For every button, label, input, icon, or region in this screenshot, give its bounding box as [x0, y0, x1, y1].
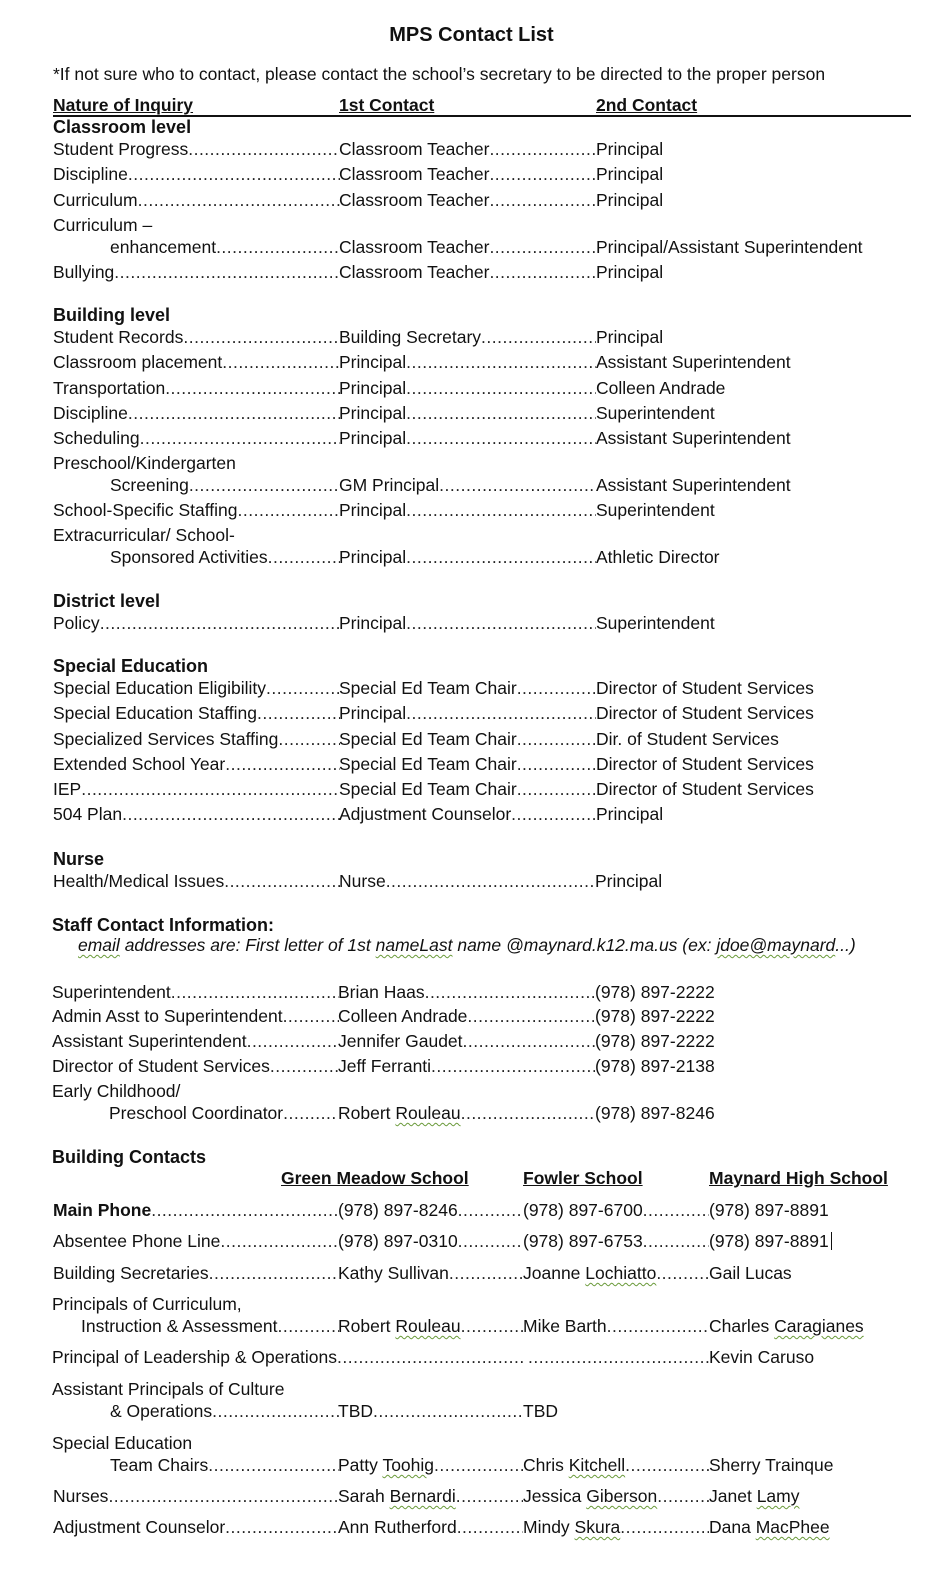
fowler-value: Joanne Lochiatto [523, 1263, 657, 1283]
contact-label: & Operations [110, 1401, 213, 1421]
fowler-value: (978) 897-6753 [523, 1231, 643, 1251]
fowler-value: TBD [523, 1401, 558, 1421]
second-contact: Superintendent [596, 403, 715, 423]
inquiry: 504 Plan [53, 804, 123, 824]
first-contact: Special Ed Team Chair [339, 678, 517, 698]
fowler-value: Chris Kitchell [523, 1455, 626, 1475]
inquiry-line1: Extracurricular/ School- [53, 525, 235, 545]
second-contact: Superintendent [596, 613, 715, 633]
second-contact: Director of Student Services [596, 678, 814, 698]
second-contact: Principal [596, 804, 664, 824]
maynard-high-value: Dana MacPhee [709, 1517, 830, 1537]
second-contact: Director of Student Services [596, 703, 814, 723]
staff-role-line1: Early Childhood/ [52, 1081, 181, 1101]
green-meadow-value: Ann Rutherford [338, 1517, 457, 1537]
staff-role: Preschool Coordinator [109, 1103, 284, 1123]
staff-name: Jennifer Gaudet [338, 1031, 463, 1051]
first-contact: Classroom Teacher [339, 237, 490, 257]
inquiry: Screening [110, 475, 189, 495]
inquiry: Transportation [53, 378, 166, 398]
staff-phone: (978) 897-2222 [595, 1006, 715, 1026]
contact-label: Principal of Leadership & Operations [52, 1347, 338, 1367]
email-format-note: email addresses are: First letter of 1st nameLast name @maynard.k12.ma.us (ex: jdoe@maynard...) [78, 935, 856, 955]
leader-dots [528, 1347, 709, 1368]
staff-name: Jeff Ferranti [338, 1056, 432, 1076]
second-contact: Principal [596, 262, 664, 282]
inquiry: Discipline [53, 403, 128, 423]
second-contact: Principal [596, 327, 664, 347]
contact-label: Absentee Phone Line [53, 1231, 221, 1251]
first-contact: Classroom Teacher [339, 164, 490, 184]
second-contact: Colleen Andrade [596, 378, 726, 398]
school-header-fowler: Fowler School [523, 1168, 643, 1188]
inquiry: Discipline [53, 164, 128, 184]
first-contact: Special Ed Team Chair [339, 754, 517, 774]
inquiry: Scheduling [53, 428, 140, 448]
green-meadow-value: (978) 897-8246 [338, 1200, 458, 1220]
inquiry: School-Specific Staffing [53, 500, 238, 520]
inquiry: IEP [53, 779, 82, 799]
maynard-high-value: Gail Lucas [709, 1263, 792, 1283]
maynard-high-value: (978) 897-8891 [709, 1231, 832, 1252]
second-contact: Principal/Assistant Superintendent [596, 237, 863, 257]
contact-label: Adjustment Counselor [53, 1517, 226, 1537]
first-contact: Principal [339, 613, 407, 633]
green-meadow-value: Robert Rouleau [338, 1316, 461, 1336]
green-meadow-value: Kathy Sullivan [338, 1263, 449, 1283]
first-contact: Building Secretary [339, 327, 482, 347]
second-contact: Dir. of Student Services [596, 729, 779, 749]
inquiry: Student Records [53, 327, 184, 347]
staff-name: Robert Rouleau [338, 1103, 461, 1123]
green-meadow-value: Patty Toohig [338, 1455, 435, 1475]
green-meadow-value: (978) 897-0310 [338, 1231, 458, 1251]
staff-role: Admin Asst to Superintendent [52, 1006, 283, 1026]
maynard-high-value: Kevin Caruso [709, 1347, 815, 1367]
second-contact: Assistant Superintendent [596, 475, 791, 495]
inquiry: Health/Medical Issues [53, 871, 225, 891]
second-contact: Superintendent [596, 500, 715, 520]
inquiry-line1: Preschool/Kindergarten [53, 453, 236, 473]
contact-label: Main Phone [53, 1200, 152, 1220]
contact-label-line1: Assistant Principals of Culture [52, 1379, 285, 1399]
inquiry: Special Education Staffing [53, 703, 257, 723]
staff-name: Brian Haas [338, 982, 425, 1002]
first-contact: Adjustment Counselor [339, 804, 512, 824]
section-classroom: Classroom level [53, 117, 192, 137]
first-contact: Principal [339, 500, 407, 520]
second-contact: Principal [596, 190, 664, 210]
contact-label-line1: Special Education [52, 1433, 193, 1453]
maynard-high-value: Janet Lamy [709, 1486, 800, 1506]
staff-role: Director of Student Services [52, 1056, 270, 1076]
header-first-contact: 1st Contact [339, 95, 435, 115]
section-building: Building level [53, 305, 171, 325]
first-contact: Principal [339, 352, 407, 372]
first-contact: Classroom Teacher [339, 190, 490, 210]
section-special-education: Special Education [53, 656, 209, 676]
contact-label-line1: Principals of Curriculum, [52, 1294, 242, 1314]
staff-role: Superintendent [52, 982, 171, 1002]
first-contact: Special Ed Team Chair [339, 779, 517, 799]
inquiry: Student Progress [53, 139, 189, 159]
section-nurse: Nurse [53, 849, 105, 869]
staff-phone: (978) 897-2222 [595, 1031, 715, 1051]
second-contact: Athletic Director [596, 547, 720, 567]
first-contact: GM Principal [339, 475, 440, 495]
first-contact: Principal [339, 428, 407, 448]
school-header-green-meadow: Green Meadow School [281, 1168, 469, 1188]
green-meadow-value: Sarah Bernardi [338, 1486, 456, 1506]
maynard-high-value: Charles Caragianes [709, 1316, 864, 1336]
first-contact: Principal [339, 547, 407, 567]
contact-label: Team Chairs [110, 1455, 209, 1475]
section-district: District level [53, 591, 161, 611]
second-contact: Principal [595, 871, 663, 891]
inquiry: Classroom placement [53, 352, 223, 372]
second-contact: Director of Student Services [596, 779, 814, 799]
fowler-value: (978) 897-6700 [523, 1200, 643, 1220]
header-second-contact: 2nd Contact [596, 95, 698, 115]
fowler-value: Mindy Skura [523, 1517, 621, 1537]
inquiry: Curriculum [53, 190, 138, 210]
contact-label: Instruction & Assessment [81, 1316, 278, 1336]
second-contact: Assistant Superintendent [596, 428, 791, 448]
first-contact: Nurse [339, 871, 386, 891]
inquiry: Extended School Year [53, 754, 226, 774]
first-contact: Classroom Teacher [339, 139, 490, 159]
inquiry: Special Education Eligibility [53, 678, 267, 698]
second-contact: Director of Student Services [596, 754, 814, 774]
maynard-high-value: (978) 897-8891 [709, 1200, 829, 1220]
inquiry: enhancement [110, 237, 217, 257]
first-contact: Principal [339, 703, 407, 723]
page-title: MPS Contact List [389, 24, 554, 46]
contact-label: Building Secretaries [53, 1263, 209, 1283]
fowler-value: Mike Barth [523, 1316, 607, 1336]
staff-phone: (978) 897-8246 [595, 1103, 715, 1123]
maynard-high-value: Sherry Trainque [709, 1455, 834, 1475]
first-contact: Classroom Teacher [339, 262, 490, 282]
second-contact: Assistant Superintendent [596, 352, 791, 372]
school-header-maynard-high: Maynard High School [709, 1168, 888, 1188]
second-contact: Principal [596, 164, 664, 184]
first-contact: Principal [339, 378, 407, 398]
staff-phone: (978) 897-2222 [595, 982, 715, 1002]
green-meadow-value: TBD [338, 1401, 373, 1421]
contact-note: *If not sure who to contact, please contact the school’s secretary to be directed to the proper person [53, 64, 826, 84]
inquiry-line1: Curriculum – [53, 215, 153, 235]
first-contact: Special Ed Team Chair [339, 729, 517, 749]
second-contact: Principal [596, 139, 664, 159]
inquiry: Bullying [53, 262, 115, 282]
staff-phone: (978) 897-2138 [595, 1056, 715, 1076]
text-cursor [831, 1232, 833, 1250]
inquiry: Sponsored Activities [110, 547, 268, 567]
inquiry: Specialized Services Staffing [53, 729, 279, 749]
section-staff-contact: Staff Contact Information: [52, 915, 274, 935]
inquiry: Policy [53, 613, 100, 633]
staff-name: Colleen Andrade [338, 1006, 468, 1026]
header-nature: Nature of Inquiry [53, 95, 194, 115]
staff-role: Assistant Superintendent [52, 1031, 247, 1051]
fowler-value: Jessica Giberson [523, 1486, 658, 1506]
first-contact: Principal [339, 403, 407, 423]
contact-label: Nurses [53, 1486, 109, 1506]
section-building-contacts: Building Contacts [52, 1147, 206, 1167]
